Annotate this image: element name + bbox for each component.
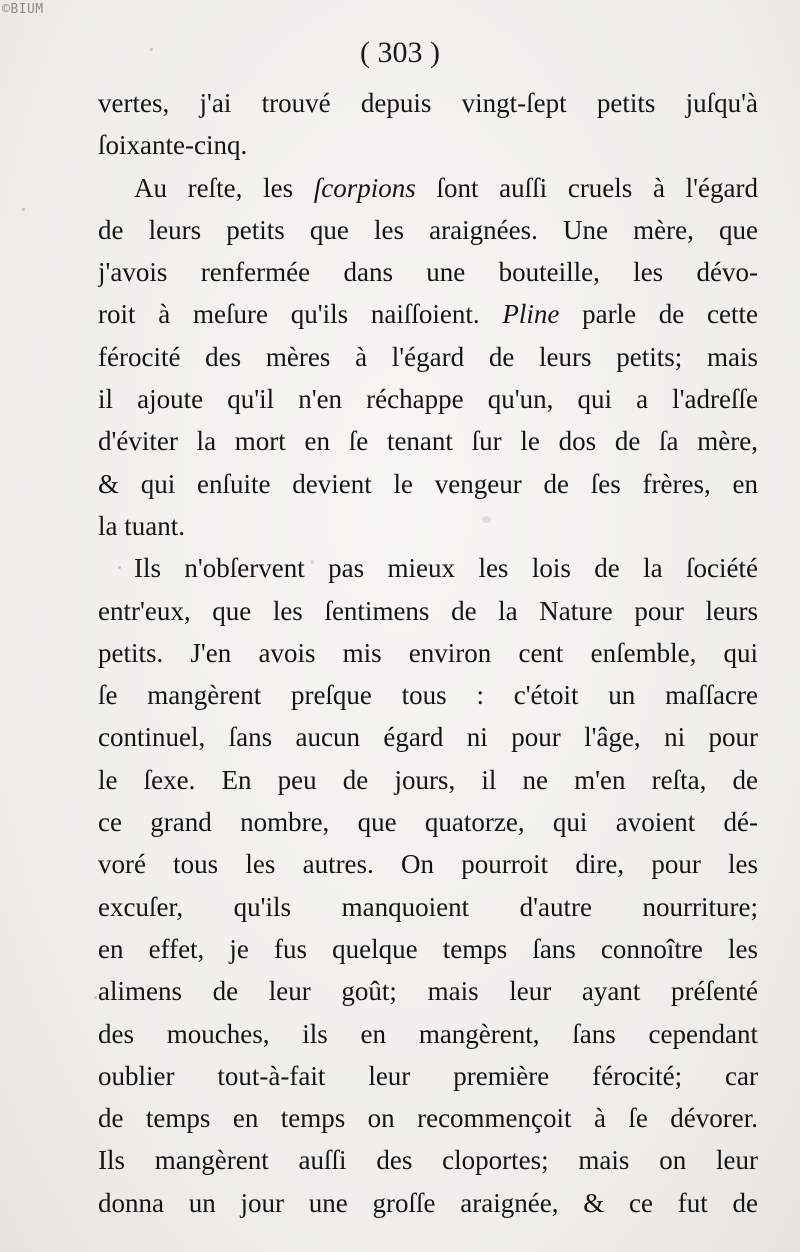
- text-line: entr'eux, que les ſentimens de la Nature pour leurs: [98, 595, 758, 626]
- library-watermark: ©BIUM: [2, 2, 44, 17]
- paper-speck: [118, 566, 121, 569]
- text-line: ſoixante-cinq.: [98, 130, 248, 161]
- text-line: de temps en temps on recommençoit à ſe dévorer.: [98, 1103, 758, 1134]
- text-line: & qui enſuite devient le vengeur de ſes frères, en: [98, 468, 758, 499]
- text-line: de leurs petits que les araignées. Une mère, que: [98, 214, 758, 245]
- text-line: le ſexe. En peu de jours, il ne m'en reſta, de: [98, 764, 758, 795]
- text-line: continuel, ſans aucun égard ni pour l'âge, ni pour: [98, 722, 758, 753]
- text-line: Ils n'obſervent pas mieux les lois de la ſociété: [134, 553, 758, 584]
- paper-speck: [22, 208, 25, 211]
- italic-term: ſcorpions: [313, 172, 416, 203]
- text-line: vertes, j'ai trouvé depuis vingt-ſept petits juſqu'à: [98, 88, 758, 118]
- body-text: [98, 82, 758, 1224]
- text-line: d'éviter la mort en ſe tenant ſur le dos de ſa mère,: [98, 426, 758, 457]
- paper-speck: [94, 996, 97, 999]
- text-line: des mouches, ils en mangèrent, ſans cependant: [98, 1018, 758, 1049]
- paper-speck: [482, 516, 491, 523]
- text-line: alimens de leur goût; mais leur ayant préſenté: [98, 976, 758, 1007]
- text-line: j'avois renfermée dans une bouteille, les dévo-: [98, 257, 758, 288]
- text-line: il ajoute qu'il n'en réchappe qu'un, qui a l'adreſſe: [98, 384, 758, 415]
- paper-speck: [150, 48, 153, 51]
- text-line: excuſer, qu'ils manquoient d'autre nourriture;: [98, 891, 758, 922]
- text-line: donna un jour une groſſe araignée, & ce fut de: [98, 1187, 758, 1218]
- italic-term: Pline: [502, 299, 560, 330]
- paper-speck: [310, 560, 314, 564]
- text-line: oublier tout-à-fait leur première férocité; car: [98, 1060, 758, 1091]
- text-line: en effet, je fus quelque temps ſans connoître les: [98, 933, 758, 964]
- text-line: férocité des mères à l'égard de leurs petits; mais: [98, 341, 758, 372]
- text-line: roit à meſure qu'ils naiſſoient. Pline parle de cette: [98, 299, 758, 330]
- text-line: la tuant.: [98, 510, 185, 541]
- page-number: ( 303 ): [360, 36, 440, 69]
- text-line: Ils mangèrent auſſi des cloportes; mais on leur: [98, 1145, 758, 1176]
- text-line: ce grand nombre, que quatorze, qui avoient dé-: [98, 807, 758, 838]
- text-line: Au reſte, les ſcorpions ſont auſſi cruels à l'égard: [134, 172, 758, 203]
- text-line: ſe mangèrent preſque tous : c'étoit un maſſacre: [98, 680, 758, 711]
- text-line: petits. J'en avois mis environ cent enſemble, qui: [98, 637, 758, 668]
- text-line: voré tous les autres. On pourroit dire, pour les: [98, 849, 758, 880]
